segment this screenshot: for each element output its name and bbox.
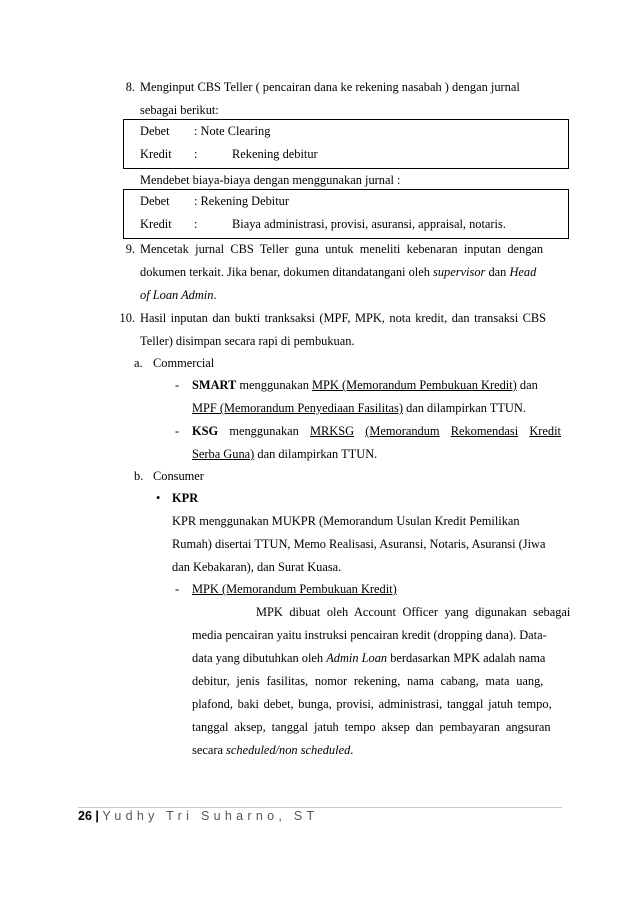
journal-2-kredit-label: Kredit xyxy=(140,217,172,231)
journal-2-kredit-value: Biaya administrasi, provisi, asuransi, appraisal, notaris. xyxy=(232,217,506,231)
ksg-line-2: Serba Guna) dan dilampirkan TTUN. xyxy=(192,447,378,461)
item-10-number: 10. xyxy=(119,311,135,325)
section-a-label: a. xyxy=(134,356,143,370)
ksg-dash: - xyxy=(175,424,180,438)
journal-1-debet-value: : Note Clearing xyxy=(194,124,271,138)
footer-author: Yudhy Tri Suharno, ST xyxy=(102,809,319,823)
journal-1-kredit-colon: : xyxy=(194,147,198,161)
section-b-title: Consumer xyxy=(153,469,204,483)
item-8-number: 8. xyxy=(125,80,135,94)
mpk-paragraph-line-6: tanggal aksep, tanggal jatuh tempo aksep dan pembayaran angsuran xyxy=(192,720,551,734)
journal-1-kredit-label: Kredit xyxy=(140,147,172,161)
mpk-paragraph-line-3: data yang dibutuhkan oleh Admin Loan berdasarkan MPK adalah nama xyxy=(192,651,546,665)
kpr-bullet-icon: • xyxy=(156,491,161,505)
ksg-line-1: KSG menggunakan MRKSG (Memorandum Rekomendasi Kredit xyxy=(192,424,561,438)
mpk-paragraph-line-7: secara scheduled/non scheduled. xyxy=(192,743,354,757)
smart-dash: - xyxy=(175,378,180,392)
mpk-dash: - xyxy=(175,582,180,596)
kpr-line-2: Rumah) disertai TTUN, Memo Realisasi, Asuransi, Notaris, Asuransi (Jiwa xyxy=(172,537,546,551)
smart-line-1: SMART menggunakan MPK (Memorandum Pembukuan Kredit) dan xyxy=(192,378,538,392)
item-9-line-1: Mencetak jurnal CBS Teller guna untuk meneliti kebenaran inputan dengan xyxy=(140,242,544,256)
item-8-line-1: Menginput CBS Teller ( pencairan dana ke rekening nasabah ) dengan jurnal xyxy=(140,80,520,94)
item-8-line-2: sebagai berikut: xyxy=(140,103,219,117)
item-9-line-3: of Loan Admin. xyxy=(140,288,217,302)
item-10-line-1: Hasil inputan dan bukti tranksaksi (MPF, MPK, nota kredit, dan transaksi CBS xyxy=(140,311,547,325)
item-9-line-2: dokumen terkait. Jika benar, dokumen ditandatangani oleh supervisor dan Head xyxy=(140,265,537,279)
page-footer xyxy=(78,809,318,823)
mpk-paragraph-line-2: media pencairan yaitu instruksi pencairan kredit (dropping dana). Data- xyxy=(192,628,547,642)
section-a-title: Commercial xyxy=(153,356,215,370)
section-b-label: b. xyxy=(134,469,144,483)
journal-1-kredit-value: Rekening debitur xyxy=(232,147,318,161)
footer-separator: | xyxy=(95,809,99,823)
journal-2-debet-label: Debet xyxy=(140,194,170,208)
journal-1-debet-label: Debet xyxy=(140,124,170,138)
mpk-paragraph-line-4: debitur, jenis fasilitas, nomor rekening, nama cabang, mata uang, xyxy=(192,674,544,688)
item-8-mid-line: Mendebet biaya-biaya dengan menggunakan jurnal : xyxy=(140,173,401,187)
mpk-paragraph-line-1: MPK dibuat oleh Account Officer yang digunakan sebagai xyxy=(256,605,571,619)
kpr-line-3: dan Kebakaran), dan Surat Kuasa. xyxy=(172,560,342,574)
smart-line-2: MPF (Memorandum Penyediaan Fasilitas) dan dilampirkan TTUN. xyxy=(192,401,526,415)
item-9-number: 9. xyxy=(125,242,135,256)
kpr-title: KPR xyxy=(172,491,199,505)
mpk-title: MPK (Memorandum Pembukuan Kredit) xyxy=(192,582,397,596)
kpr-line-1: KPR menggunakan MUKPR (Memorandum Usulan Kredit Pemilikan xyxy=(172,514,520,528)
item-10-line-2: Teller) disimpan secara rapi di pembukuan. xyxy=(140,334,355,348)
mpk-paragraph-line-5: plafond, baki debet, bunga, provisi, administrasi, tanggal jatuh tempo, xyxy=(192,697,552,711)
page-number: 26 xyxy=(78,809,92,823)
journal-2-kredit-colon: : xyxy=(194,217,198,231)
journal-table-2 xyxy=(123,189,569,239)
footer-divider xyxy=(78,807,562,808)
journal-2-debet-value: : Rekening Debitur xyxy=(194,194,289,208)
journal-table-1 xyxy=(123,119,569,169)
